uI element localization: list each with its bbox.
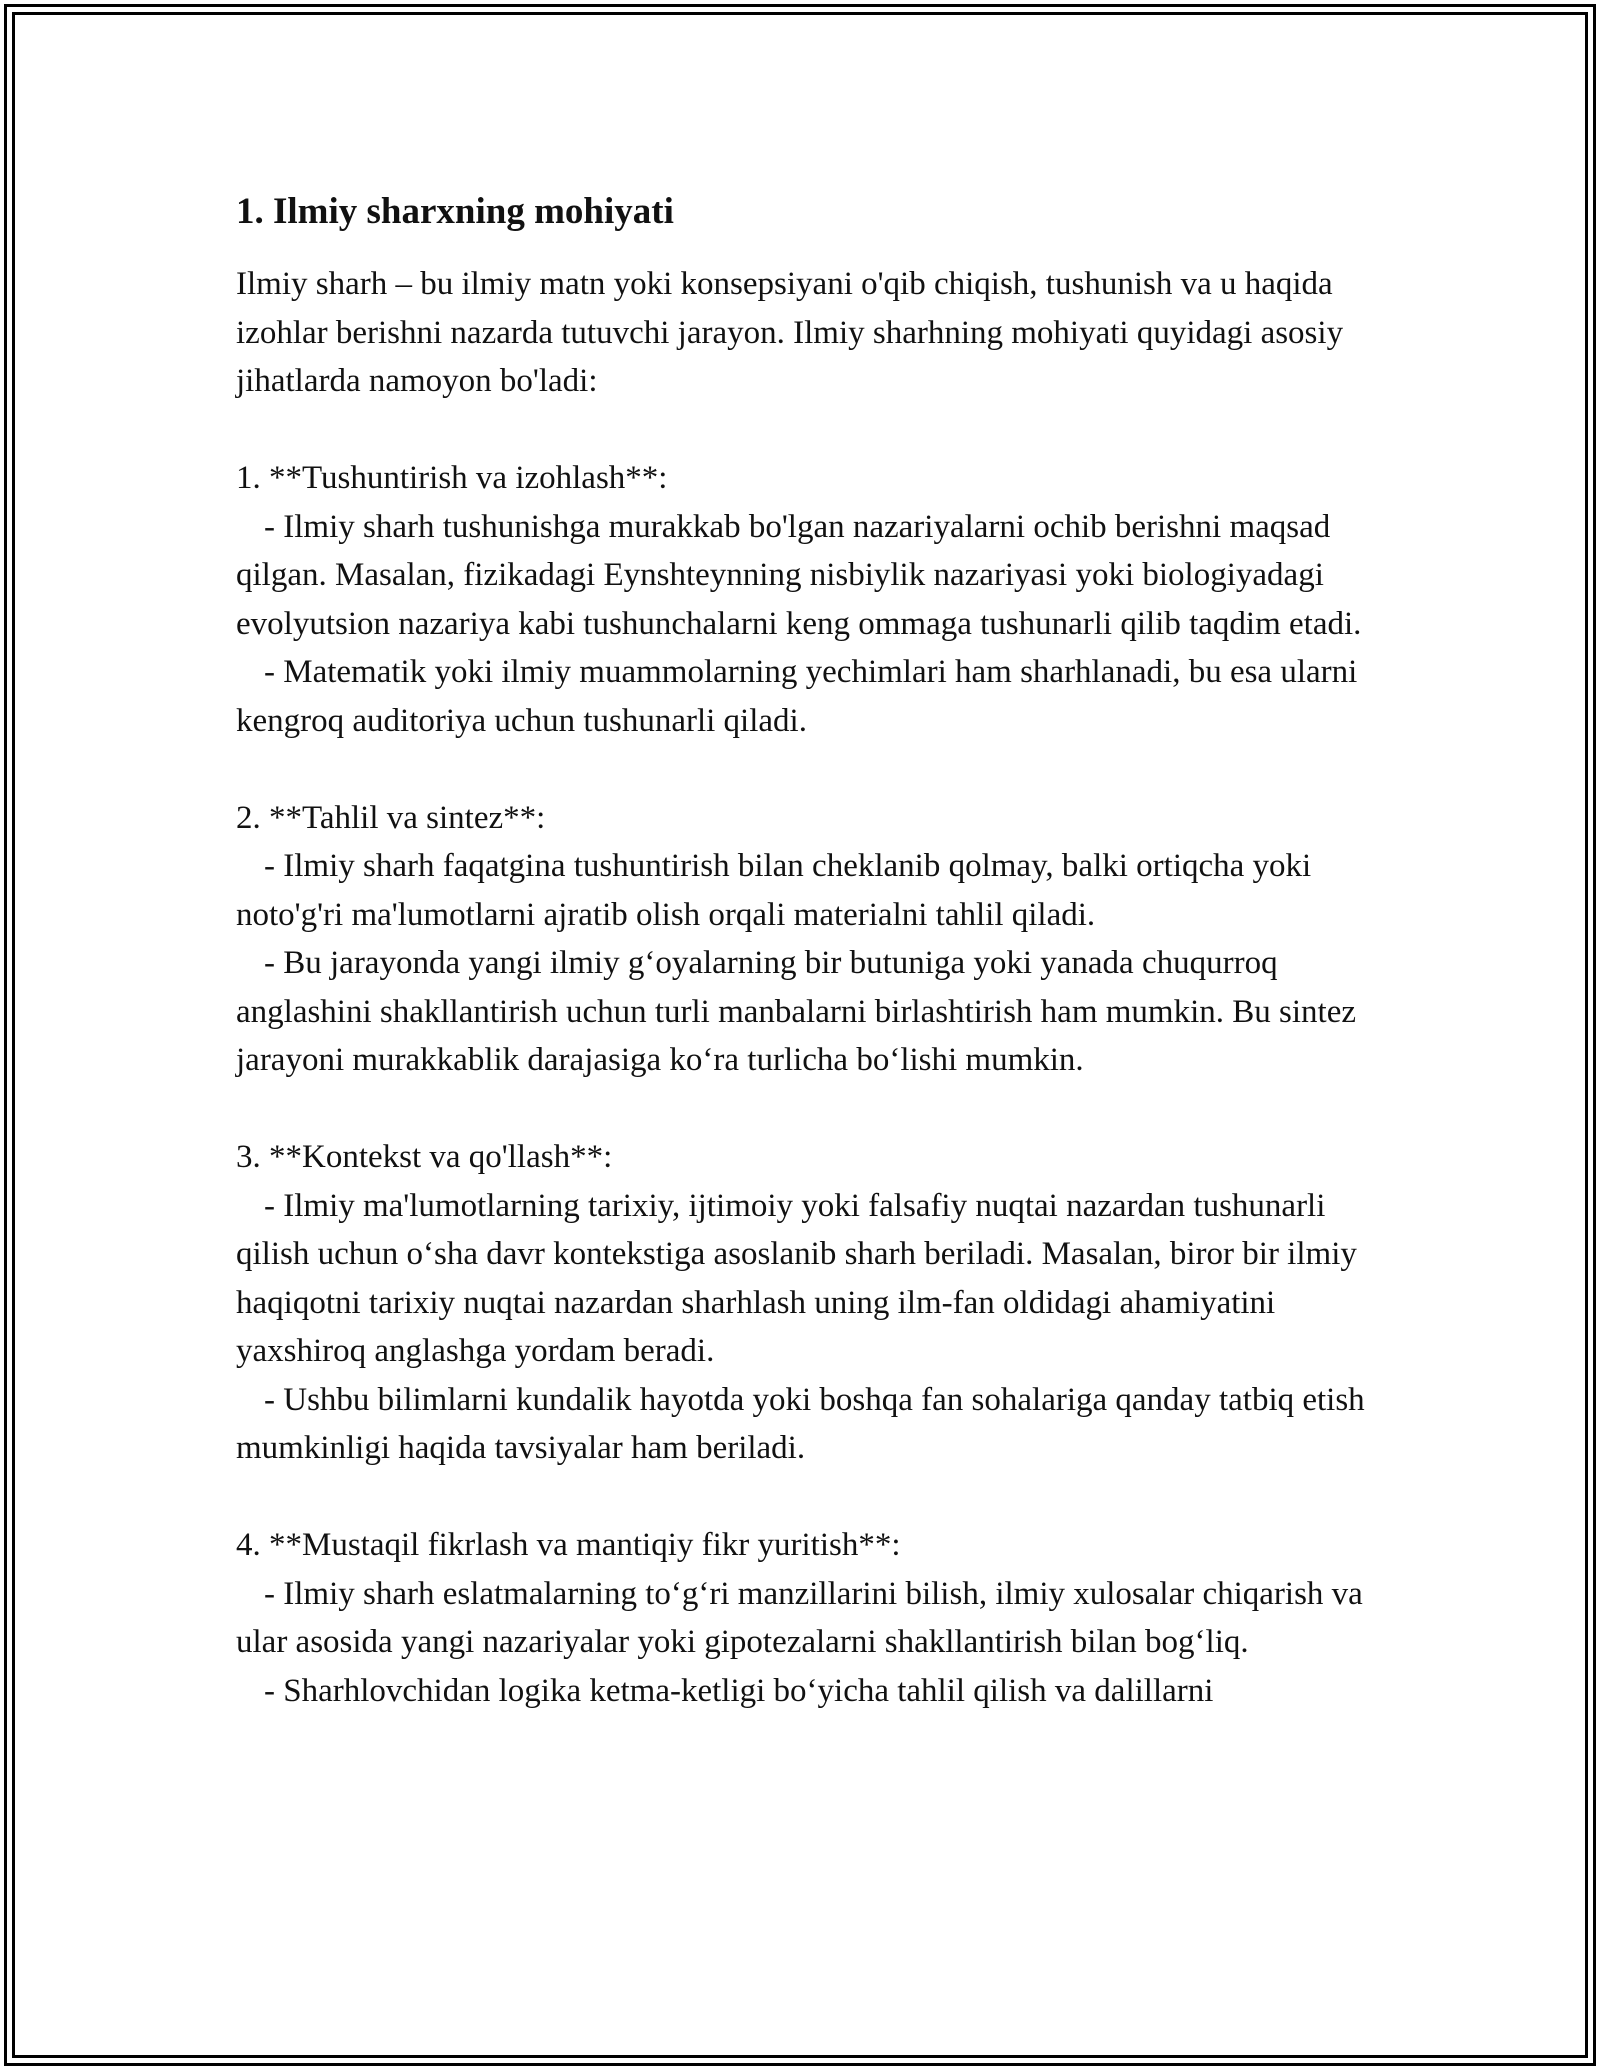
list-item-bullet: - Ilmiy sharh faqatgina tushuntirish bilan cheklanib qolmay, balki ortiqcha yoki noto'g'ri ma'lumotlarni ajratib olish orqali materialni tahlil qiladi.	[236, 848, 1312, 933]
list-item-bullet: - Ushbu bilimlarni kundalik hayotda yoki boshqa fan sohalariga qanday tatbiq etish mumkinligi haqida tavsiyalar ham beriladi.	[236, 1381, 1365, 1466]
list-item-title: 1. **Tushuntirish va izohlash**:	[236, 460, 668, 496]
list-item-bullet: - Ilmiy sharh eslatmalarning to‘g‘ri manzillarini bilish, ilmiy xulosalar chiqarish va ular asosida yangi nazariyalar yoki gipotezalarni shakllantirish bilan bog‘liq.	[236, 1575, 1363, 1660]
list-item-bullet: - Bu jarayonda yangi ilmiy g‘oyalarning bir butuniga yoki yanada chuqurroq anglashini shakllantirish uchun turli manbalarni birlashtirish ham mumkin. Bu sintez jarayoni murakkablik darajasiga ko‘ra turlicha bo‘lishi mumkin.	[236, 945, 1356, 1078]
document-page	[236, 188, 1386, 1764]
list-item-bullet: - Ilmiy sharh tushunishga murakkab bo'lgan nazariyalarni ochib berishni maqsad qilgan. Masalan, fizikadagi Eynshteynning nisbiylik nazariyasi yoki biologiyadagi evolyutsion nazariya kabi tushunchalarni keng ommaga tushunarli qilib taqdim etadi.	[236, 508, 1362, 642]
list-item-title: 2. **Tahlil va sintez**:	[236, 799, 546, 836]
intro-paragraph: Ilmiy sharh – bu ilmiy matn yoki konsepsiyani o'qib chiqish, tushunish va u haqida izohlar berishni nazarda tutuvchi jarayon. Ilmiy sharhning mohiyati quyidagi asosiy jihatlarda namoyon bo'ladi:	[236, 266, 1344, 399]
list-item-bullet: - Ilmiy ma'lumotlarning tarixiy, ijtimoiy yoki falsafiy nuqtai nazardan tushunarli qilish uchun o‘sha davr kontekstiga asoslanib sharh beriladi. Masalan, biror bir ilmiy haqiqotni tarixiy nuqtai nazardan sharhlash uning ilm-fan oldidagi ahamiyatini yaxshiroq anglashga yordam beradi.	[236, 1187, 1357, 1369]
list-item-bullet: - Sharhlovchidan logika ketma-ketligi bo‘yicha tahlil qilish va dalillarni	[264, 1672, 1214, 1709]
section-heading: 1. Ilmiy sharxning mohiyati	[236, 191, 674, 232]
list-item-1	[236, 454, 1386, 745]
list-item-bullet: - Matematik yoki ilmiy muammolarning yechimlari ham sharhlanadi, bu esa ularni kengroq auditoriya uchun tushunarli qiladi.	[236, 654, 1358, 739]
list-item-title: 4. **Mustaqil fikrlash va mantiqiy fikr yuritish**:	[236, 1527, 901, 1563]
list-item-2	[236, 794, 1386, 1085]
list-item-3	[236, 1133, 1386, 1473]
list-item-title: 3. **Kontekst va qo'llash**:	[236, 1139, 613, 1175]
list-item-4	[236, 1521, 1386, 1715]
